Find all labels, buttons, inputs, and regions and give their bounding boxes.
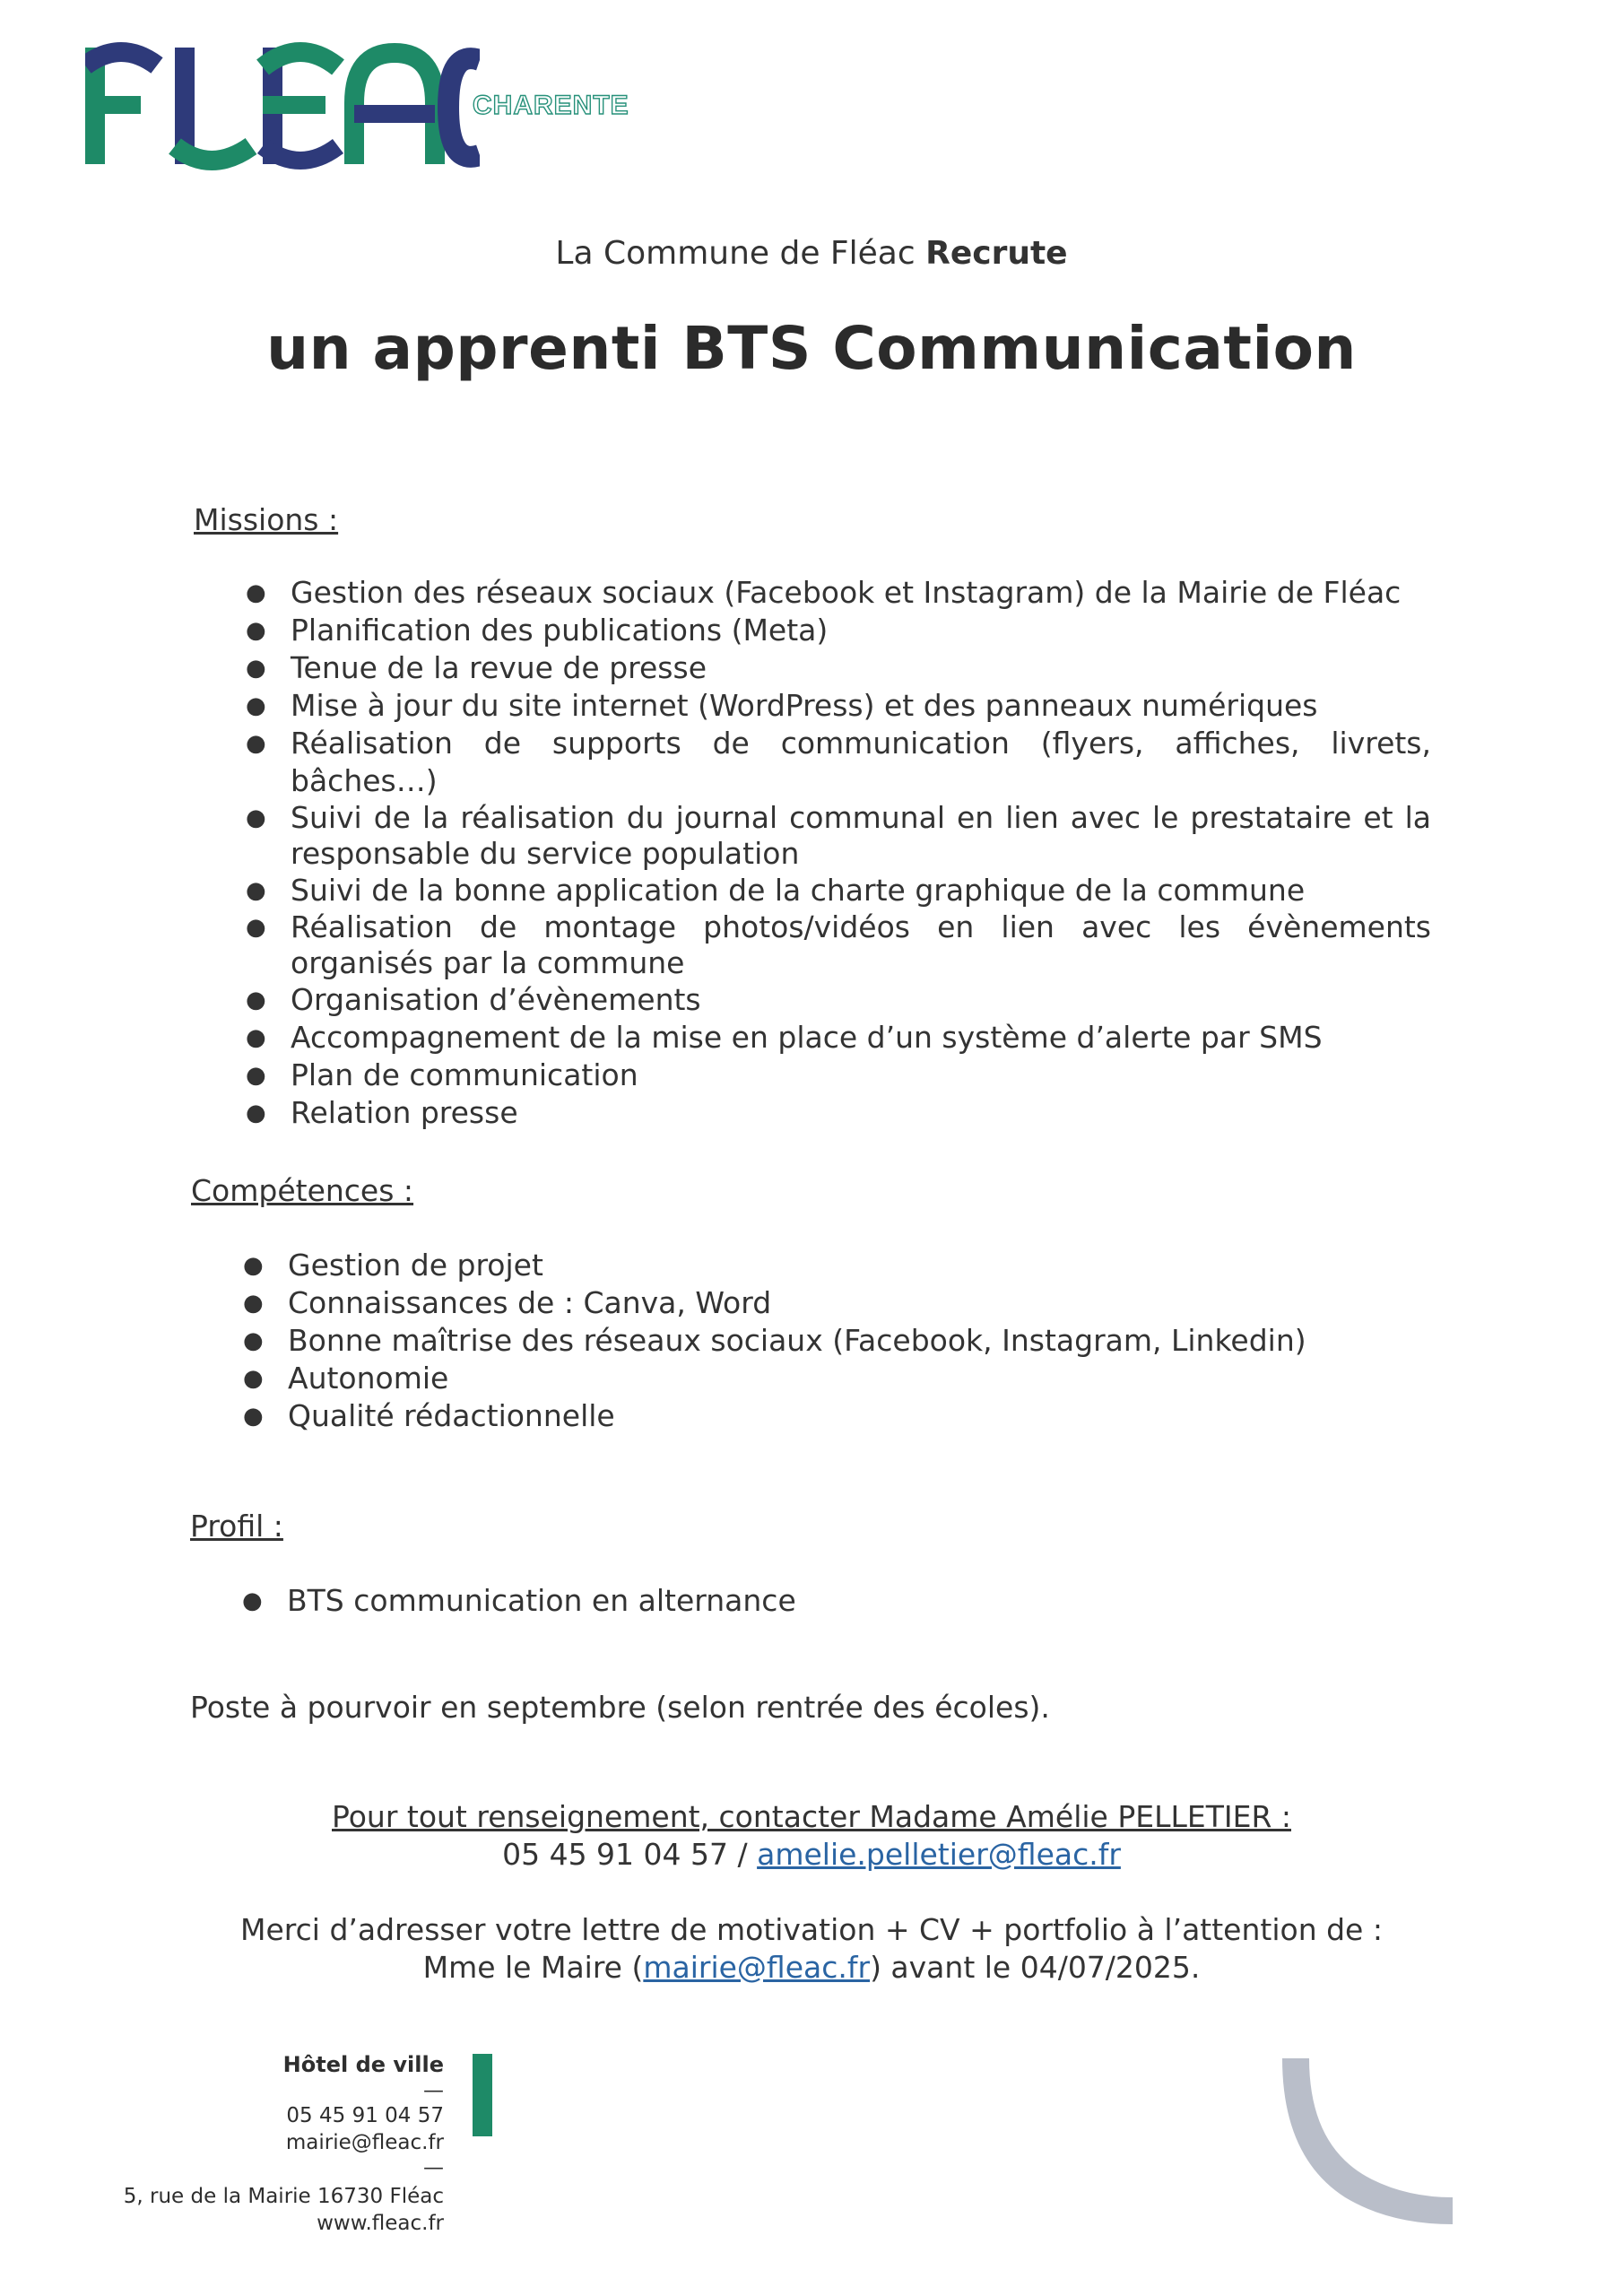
footer-title: Hôtel de ville xyxy=(282,2052,444,2077)
bullet-icon: ● xyxy=(246,655,266,682)
footer-dash: — xyxy=(423,2156,444,2179)
intro-emphasis: Recrute xyxy=(925,235,1068,272)
poste-text: Poste à pourvoir en septembre (selon rentrée des écoles). xyxy=(190,1690,1050,1725)
contact-heading: Pour tout renseignement, contacter Madame Amélie PELLETIER : xyxy=(332,1799,1291,1834)
list-item: ● Gestion des réseaux sociaux (Facebook et Instagram) de la Mairie de Fléac xyxy=(246,575,1402,610)
list-item: ● Suivi de la réalisation du journal communal en lien avec le prestataire et la responsable du service population xyxy=(246,800,1431,871)
footer-phone: 05 45 91 04 57 xyxy=(286,2104,444,2127)
bullet-icon: ● xyxy=(246,579,266,606)
profil-title: Profil : xyxy=(190,1509,283,1544)
bullet-icon: ● xyxy=(242,1587,263,1614)
footer-dash: — xyxy=(423,2079,444,2102)
application-line1: Merci d’adresser votre lettre de motivation + CV + portfolio à l’attention de : xyxy=(240,1912,1383,1947)
contact-line2 xyxy=(0,1837,1623,1872)
list-item: ● Autonomie xyxy=(243,1361,449,1396)
mairie-email-link[interactable]: mairie@fleac.fr xyxy=(643,1950,871,1985)
list-item: ● Réalisation de supports de communication (flyers, affiches, livrets, bâches…) xyxy=(246,726,1431,798)
competences-title: Compétences : xyxy=(191,1173,414,1208)
contact-email-link[interactable]: amelie.pelletier@fleac.fr xyxy=(757,1837,1121,1872)
list-item: ● Connaissances de : Canva, Word xyxy=(243,1285,772,1320)
bullet-icon: ● xyxy=(246,1024,266,1051)
bullet-icon: ● xyxy=(243,1252,264,1279)
missions-title: Missions : xyxy=(194,502,339,537)
logo-subtitle: CHARENTE xyxy=(473,91,629,120)
contact-phone: 05 45 91 04 57 / xyxy=(502,1837,758,1872)
list-item: ● Mise à jour du site internet (WordPress) et des panneaux numériques xyxy=(246,688,1318,723)
application-line2 xyxy=(0,1950,1623,1985)
list-item: ● BTS communication en alternance xyxy=(242,1583,796,1618)
list-item: ● Relation presse xyxy=(246,1095,518,1130)
bullet-icon: ● xyxy=(246,914,266,941)
bullet-icon: ● xyxy=(246,730,266,757)
bullet-icon: ● xyxy=(246,1100,266,1126)
missions-list xyxy=(194,574,1431,1132)
list-item: ● Gestion de projet xyxy=(243,1248,543,1283)
bullet-icon: ● xyxy=(243,1290,264,1317)
bullet-icon: ● xyxy=(246,804,266,831)
bullet-icon: ● xyxy=(246,1062,266,1089)
intro-line xyxy=(0,235,1623,272)
decorative-arc-icon xyxy=(1282,2049,1462,2229)
list-item: ● Planification des publications (Meta) xyxy=(246,613,829,648)
list-item: ● Organisation d’évènements xyxy=(246,982,701,1017)
profil-list xyxy=(190,1582,1428,1620)
fleac-logo-mark xyxy=(85,40,480,175)
bullet-icon: ● xyxy=(243,1327,264,1354)
footer-address: 5, rue de la Mairie 16730 Fléac xyxy=(123,2185,444,2208)
list-item: ● Suivi de la bonne application de la charte graphique de la commune xyxy=(246,873,1306,908)
list-item: ● Réalisation de montage photos/vidéos en lien avec les évènements organisés par la commune xyxy=(246,909,1431,980)
application-suffix: ) avant le 04/07/2025. xyxy=(870,1950,1201,1985)
list-item: ● Plan de communication xyxy=(246,1057,638,1092)
bullet-icon: ● xyxy=(243,1365,264,1392)
fleac-logo xyxy=(85,40,659,175)
contact-line1 xyxy=(0,1799,1623,1834)
list-item: ● Accompagnement de la mise en place d’un système d’alerte par SMS xyxy=(246,1020,1323,1055)
competences-list xyxy=(191,1247,1428,1435)
footer-website: www.fleac.fr xyxy=(317,2212,444,2235)
list-item: ● Tenue de la revue de presse xyxy=(246,650,707,685)
footer-accent-bar xyxy=(473,2054,492,2136)
list-item: ● Bonne maîtrise des réseaux sociaux (Facebook, Instagram, Linkedin) xyxy=(243,1323,1306,1358)
application-prefix: Mme le Maire ( xyxy=(422,1950,644,1985)
footer-email: mairie@fleac.fr xyxy=(285,2131,444,2154)
list-item: ● Qualité rédactionnelle xyxy=(243,1398,615,1433)
bullet-icon: ● xyxy=(246,877,266,904)
bullet-icon: ● xyxy=(246,987,266,1013)
intro-prefix: La Commune de Fléac xyxy=(555,235,926,272)
bullet-icon: ● xyxy=(246,692,266,719)
bullet-icon: ● xyxy=(246,617,266,644)
bullet-icon: ● xyxy=(243,1403,264,1430)
page-title: un apprenti BTS Communication xyxy=(266,314,1357,383)
